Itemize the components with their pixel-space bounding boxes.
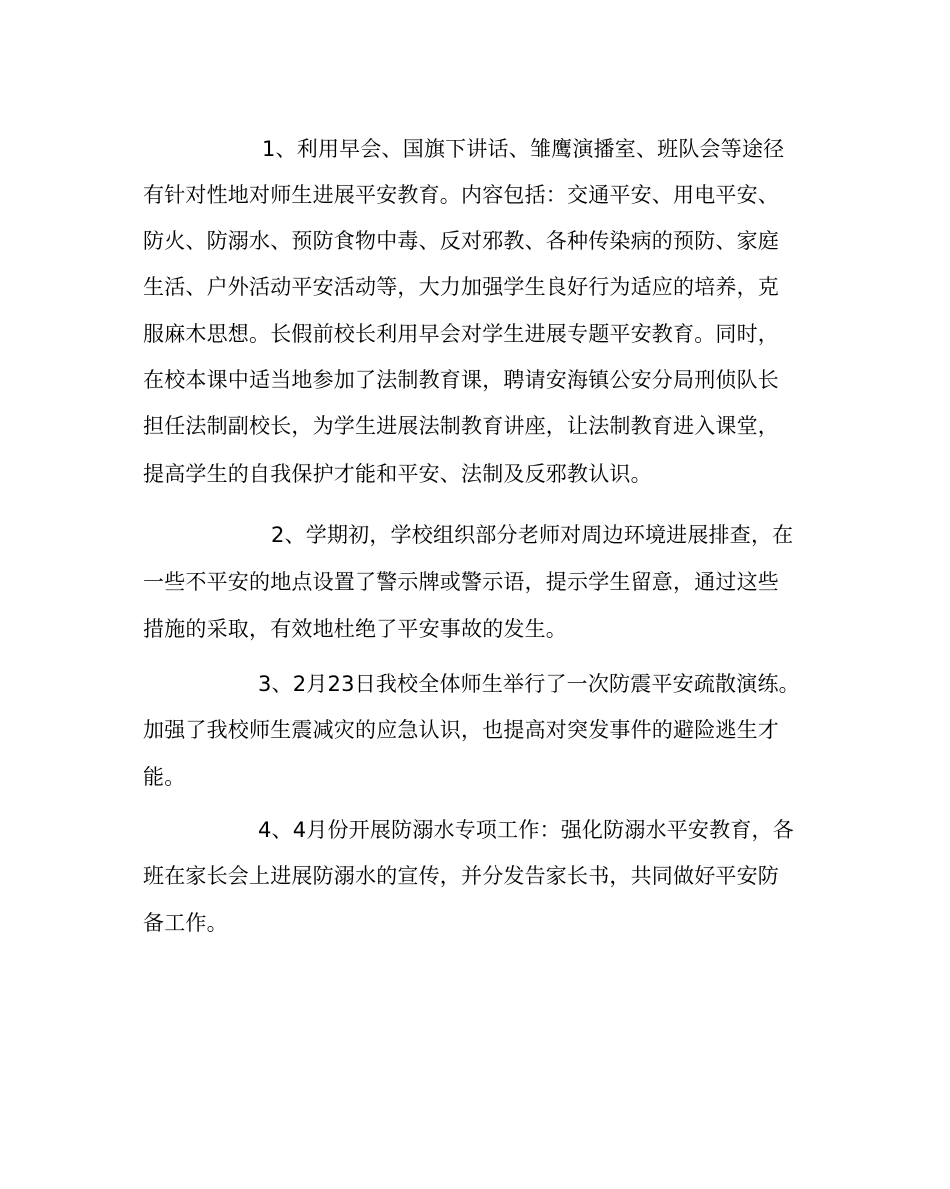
paragraph-1-line-8: 提高学生的自我保护才能和平安、法制及反邪教认识。 [143,462,652,486]
paragraph-3-line-3: 能。 [143,765,186,789]
paragraph-3-line-1: 3、2月23日我校全体师生举行了一次防震平安疏散演练。 [258,672,800,696]
paragraph-4-line-1: 4、4月份开展防溺水专项工作：强化防溺水平安教育，各 [258,818,794,842]
paragraph-1-line-3: 防火、防溺水、预防食物中毒、反对邪教、各种传染病的预防、家庭 [143,229,779,253]
paragraph-4-line-2: 班在家长会上进展防溺水的宣传，并分发告家长书，共同做好平安防 [143,864,779,888]
paragraph-4-line-3: 备工作。 [143,911,228,935]
paragraph-2-line-2: 一些不平安的地点设置了警示牌或警示语，提示学生留意，通过这些 [143,570,779,594]
paragraph-1-line-2: 有针对性地对师生进展平安教育。内容包括：交通平安、用电平安、 [143,183,779,207]
paragraph-1-line-5: 服麻木思想。长假前校长利用早会对学生进展专题平安教育。同时， [143,322,779,346]
paragraph-2-line-3: 措施的采取，有效地杜绝了平安事故的发生。 [143,617,567,641]
paragraph-1-line-1: 1、利用早会、国旗下讲话、雏鹰演播室、班队会等途径 [262,137,785,161]
paragraph-1-line-7: 担任法制副校长，为学生进展法制教育讲座，让法制教育进入课堂， [143,414,779,438]
paragraph-1-line-4: 生活、户外活动平安活动等，大力加强学生良好行为适应的培养，克 [143,275,779,299]
paragraph-1-line-6: 在校本课中适当地参加了法制教育课，聘请安海镇公安分局刑侦队长 [143,368,779,392]
paragraph-2-line-1: 2、学期初，学校组织部分老师对周边环境进展排查，在 [271,523,794,547]
paragraph-3-line-2: 加强了我校师生震减灾的应急认识，也提高对突发事件的避险逃生才 [143,718,779,742]
